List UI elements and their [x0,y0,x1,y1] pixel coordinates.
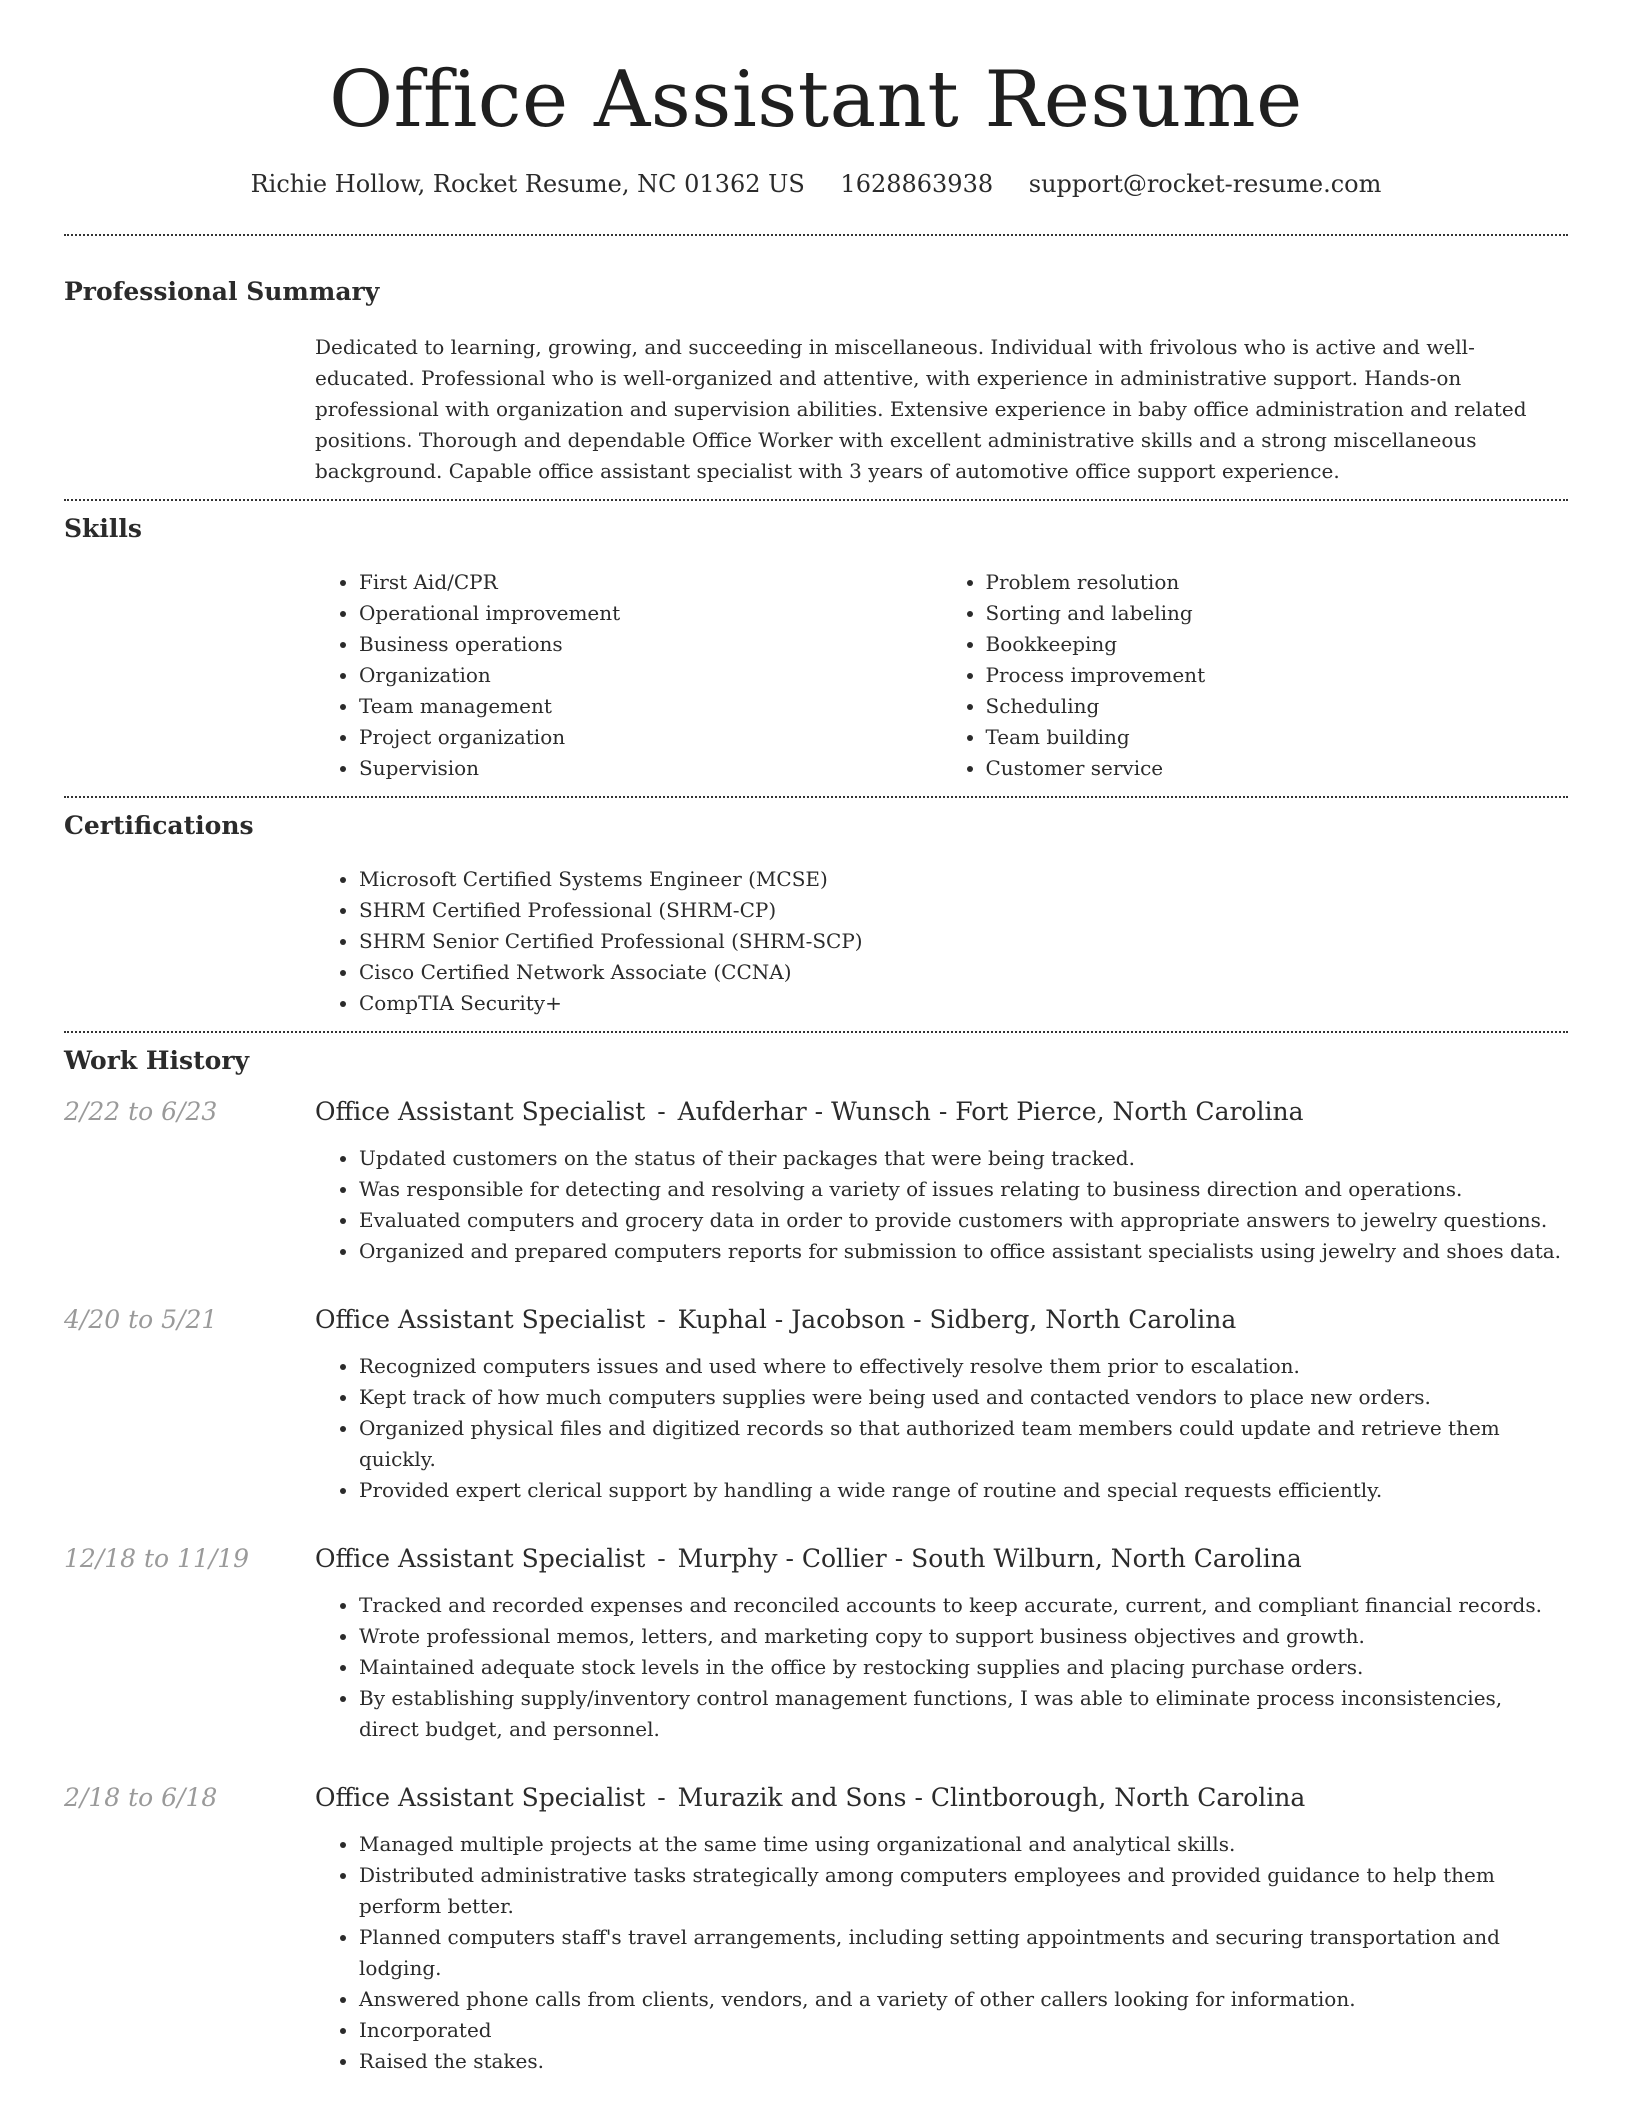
list-item: • Cisco Certified Network Associate (CCNA) [359,957,1568,988]
list-item: • By establishing supply/inventory control management functions, I was able to eliminate process inconsistencies, direct budget, and personnel. [359,1683,1568,1745]
job-dates: 2/22 to 6/23 [64,1097,218,1126]
list-item: • Kept track of how much computers supplies were being used and contacted vendors to place new orders. [359,1382,1568,1413]
job-company: Aufderhar - Wunsch - Fort Pierce, North Carolina [677,1097,1304,1126]
job-entry [64,1303,1568,1506]
list-item: • SHRM Certified Professional (SHRM-CP) [359,895,1568,926]
skills-list-right [942,567,1569,784]
list-item: • Problem resolution [986,567,1569,598]
list-item: • Customer service [986,753,1569,784]
list-item: • Business operations [359,629,942,660]
list-item: • Answered phone calls from clients, vendors, and a variety of other callers looking for information. [359,1984,1568,2015]
work-section [64,1033,1568,2077]
job-bullets [315,1143,1568,1267]
job-bullets [315,1590,1568,1745]
list-item: • Tracked and recorded expenses and reconciled accounts to keep accurate, current, and compliant financial records. [359,1590,1568,1621]
list-item: • Project organization [359,722,942,753]
list-item: • Microsoft Certified Systems Engineer (MCSE) [359,864,1568,895]
list-item: • Scheduling [986,691,1569,722]
list-item: • Was responsible for detecting and resolving a variety of issues relating to business direction and operations. [359,1174,1568,1205]
job-dates: 2/18 to 6/18 [64,1783,218,1812]
job-dates: 12/18 to 11/19 [64,1544,250,1573]
contact-address: Richie Hollow, Rocket Resume, NC 01362 US [250,170,805,198]
job-title: Office Assistant Specialist - Aufderhar - Wunsch - Fort Pierce, North Carolina [315,1097,1304,1126]
list-item: • SHRM Senior Certified Professional (SHRM-SCP) [359,926,1568,957]
list-item: • Recognized computers issues and used where to effectively resolve them prior to escalation. [359,1351,1568,1382]
job-dates: 4/20 to 5/21 [64,1305,218,1334]
list-item: • Process improvement [986,660,1569,691]
job-entry [64,1542,1568,1745]
list-item: • Planned computers staff's travel arrangements, including setting appointments and securing transportation and lodging. [359,1922,1568,1984]
job-role: Office Assistant Specialist [315,1097,646,1126]
job-company: Murphy - Collier - South Wilburn, North Carolina [677,1544,1302,1573]
list-item: • Updated customers on the status of their packages that were being tracked. [359,1143,1568,1174]
summary-text: Dedicated to learning, growing, and succeeding in miscellaneous. Individual with frivolous who is active and well-educated. Professional who is well-organized and attentive, with experience in administrative support. Hands-on professional with organization and supervision abilities. Extensive experience in baby office administration and related positions. Thorough and dependable Office Worker with excellent administrative skills and a strong miscellaneous background. Capable office assistant specialist with 3 years of automotive office support experience. [315,335,1527,483]
job-role: Office Assistant Specialist [315,1783,646,1812]
job-title: Office Assistant Specialist - Murazik and Sons - Clintborough, North Carolina [315,1783,1306,1812]
list-item: • Bookkeeping [986,629,1569,660]
job-entry [64,1095,1568,1267]
list-item: • Sorting and labeling [986,598,1569,629]
list-item: • Supervision [359,753,942,784]
list-item: • Managed multiple projects at the same time using organizational and analytical skills. [359,1829,1568,1860]
certifications-section [64,798,1568,1019]
list-item: • First Aid/CPR [359,567,942,598]
certifications-heading: Certifications [64,811,254,840]
job-bullets [315,1829,1568,2077]
list-item: • Organized and prepared computers reports for submission to office assistant specialists using jewelry and shoes data. [359,1236,1568,1267]
resume-title: Office Assistant Resume [329,55,1303,145]
list-item: • Team management [359,691,942,722]
list-item: • Evaluated computers and grocery data in order to provide customers with appropriate answers to jewelry questions. [359,1205,1568,1236]
contact-phone: 1628863938 [840,170,994,198]
contact-line [64,168,1568,200]
resume-page [64,0,1568,2077]
list-item: • Raised the stakes. [359,2046,1568,2077]
work-heading: Work History [64,1046,250,1075]
job-bullets [315,1351,1568,1506]
job-company: Murazik and Sons - Clintborough, North Carolina [677,1783,1306,1812]
job-title: Office Assistant Specialist - Murphy - Collier - South Wilburn, North Carolina [315,1544,1302,1573]
list-item: • Distributed administrative tasks strategically among computers employees and provided guidance to help them perform better. [359,1860,1568,1922]
list-item: • Incorporated [359,2015,1568,2046]
list-item: • Maintained adequate stock levels in the office by restocking supplies and placing purchase orders. [359,1652,1568,1683]
skills-section [64,501,1568,784]
list-item: • Wrote professional memos, letters, and marketing copy to support business objectives and growth. [359,1621,1568,1652]
skills-heading: Skills [64,514,142,543]
contact-email: support@rocket-resume.com [1028,170,1382,198]
skills-list-left [315,567,942,784]
job-entry [64,1781,1568,2077]
job-title: Office Assistant Specialist - Kuphal - Jacobson - Sidberg, North Carolina [315,1305,1237,1334]
list-item: • Organized physical files and digitized records so that authorized team members could update and retrieve them quickly. [359,1413,1568,1475]
certifications-list [315,864,1568,1019]
job-company: Kuphal - Jacobson - Sidberg, North Carolina [677,1305,1237,1334]
list-item: • Operational improvement [359,598,942,629]
job-role: Office Assistant Specialist [315,1544,646,1573]
list-item: • Organization [359,660,942,691]
list-item: • Team building [986,722,1569,753]
job-role: Office Assistant Specialist [315,1305,646,1334]
summary-section [64,236,1568,487]
list-item: • CompTIA Security+ [359,988,1568,1019]
list-item: • Provided expert clerical support by handling a wide range of routine and special requests efficiently. [359,1475,1568,1506]
summary-heading: Professional Summary [64,277,380,306]
